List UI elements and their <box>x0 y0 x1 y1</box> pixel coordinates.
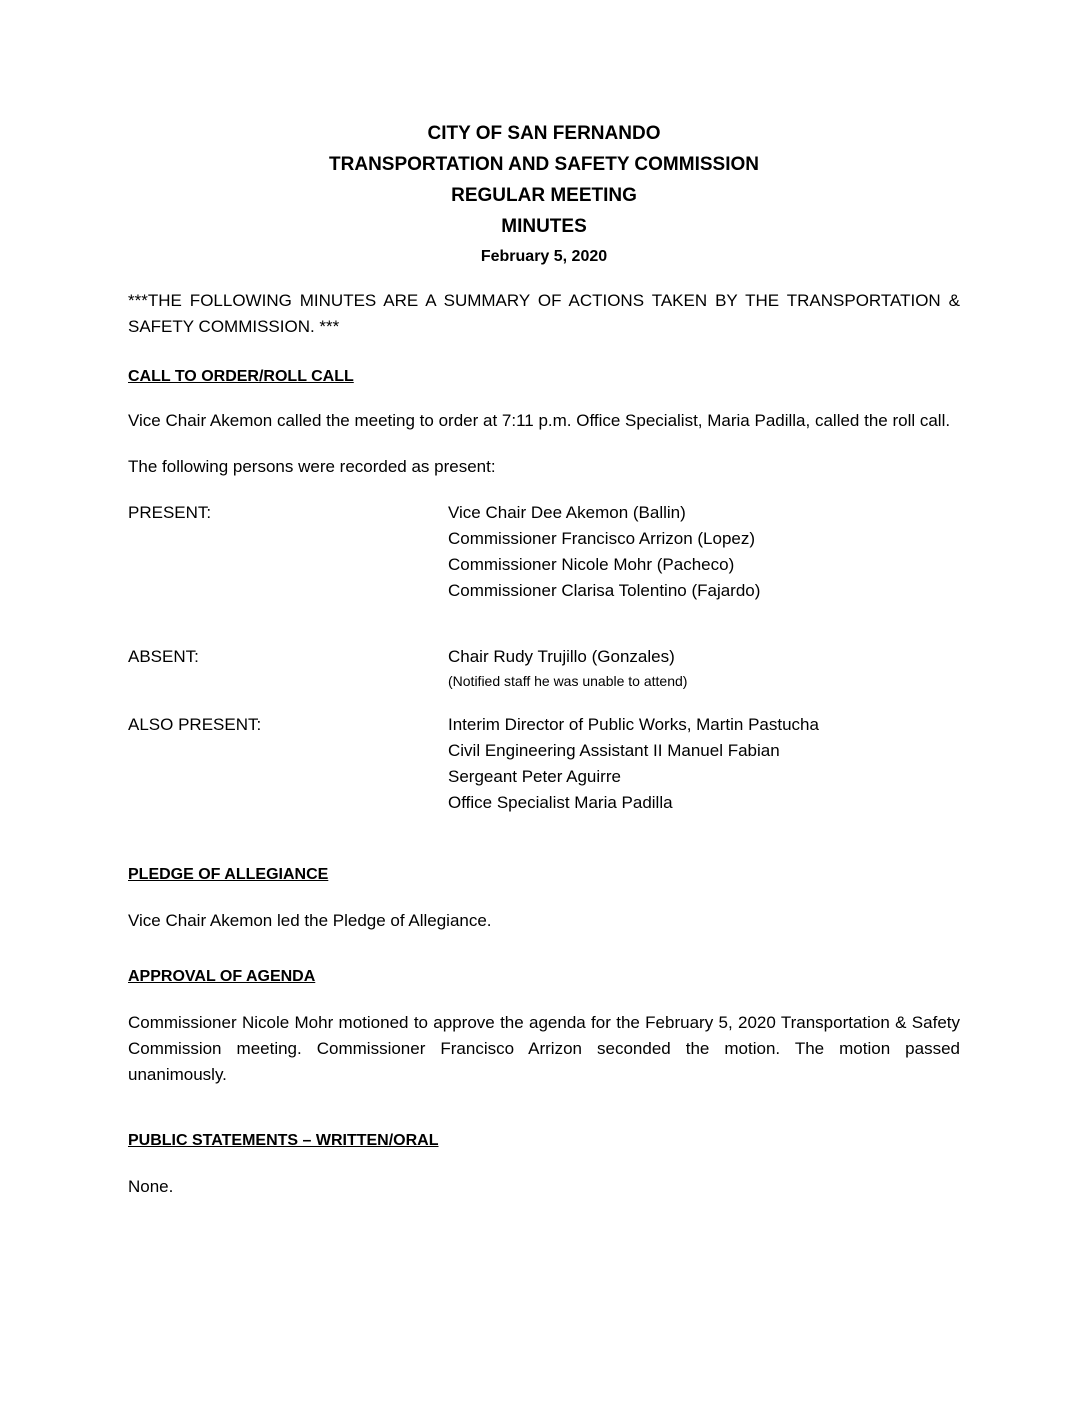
meeting-type: REGULAR MEETING <box>451 185 637 206</box>
pledge-text: Vice Chair Akemon led the Pledge of Allegiance. <box>128 911 492 930</box>
agenda-heading: APPROVAL OF AGENDA <box>128 968 316 985</box>
present-member: Commissioner Francisco Arrizon (Lopez) <box>448 529 756 548</box>
absent-list <box>448 644 960 692</box>
pledge-heading: PLEDGE OF ALLEGIANCE <box>128 866 329 883</box>
call-to-order-heading: CALL TO ORDER/ROLL CALL <box>128 368 354 385</box>
commission-title: TRANSPORTATION AND SAFETY COMMISSION <box>329 154 759 175</box>
agenda-text: Commissioner Nicole Mohr motioned to approve the agenda for the February 5, 2020 Transportation & Safety Commission meeting. Commissioner Francisco Arrizon seconded the motion. The motion passed unanimously. <box>128 1013 960 1084</box>
public-statements-text: None. <box>128 1177 174 1196</box>
minutes-page <box>128 118 960 1200</box>
absent-label: ABSENT: <box>128 647 199 666</box>
absent-row <box>128 644 960 692</box>
public-statements-heading: PUBLIC STATEMENTS – WRITTEN/ORAL <box>128 1132 439 1149</box>
also-present-row <box>128 712 960 816</box>
meeting-date: February 5, 2020 <box>480 248 608 265</box>
also-present-member: Office Specialist Maria Padilla <box>448 793 673 812</box>
also-present-list <box>448 712 960 816</box>
present-member: Commissioner Nicole Mohr (Pacheco) <box>448 555 735 574</box>
present-member: Vice Chair Dee Akemon (Ballin) <box>448 503 686 522</box>
present-list <box>448 500 960 604</box>
absent-note: (Notified staff he was unable to attend) <box>448 673 688 689</box>
also-present-member: Interim Director of Public Works, Martin Pastucha <box>448 715 819 734</box>
city-title: CITY OF SAN FERNANDO <box>427 123 661 144</box>
recorded-present-text: The following persons were recorded as present: <box>128 457 496 476</box>
minutes-title: MINUTES <box>501 216 587 237</box>
also-present-label: ALSO PRESENT: <box>128 715 262 734</box>
absent-member: Chair Rudy Trujillo (Gonzales) <box>448 647 675 666</box>
present-member: Commissioner Clarisa Tolentino (Fajardo) <box>448 581 761 600</box>
intro-notice: ***THE FOLLOWING MINUTES ARE A SUMMARY OF ACTIONS TAKEN BY THE TRANSPORTATION & SAFETY COMMISSION. *** <box>128 291 960 336</box>
present-label: PRESENT: <box>128 503 212 522</box>
call-to-order-text: Vice Chair Akemon called the meeting to order at 7:11 p.m. Office Specialist, Maria Padilla, called the roll call. <box>128 411 951 430</box>
also-present-member: Sergeant Peter Aguirre <box>448 767 621 786</box>
also-present-member: Civil Engineering Assistant II Manuel Fabian <box>448 741 780 760</box>
present-row <box>128 500 960 604</box>
